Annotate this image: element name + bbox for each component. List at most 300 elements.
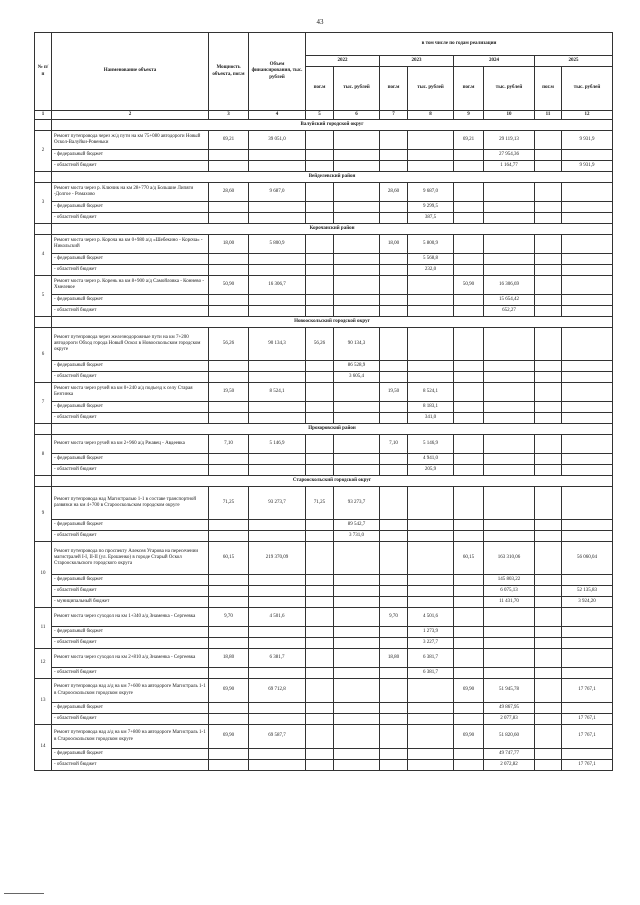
- year-2022-meters: [306, 542, 334, 575]
- year-2023-rubles: [408, 361, 454, 372]
- year-2024-rubles: 51 945,78: [484, 679, 535, 703]
- year-2025-rubles: [562, 150, 613, 161]
- header-years-group: в том числе по годам реализации: [306, 33, 613, 56]
- year-2023-rubles: [408, 586, 454, 597]
- column-number: 2: [52, 111, 209, 120]
- cell-empty: [249, 213, 306, 224]
- cell-empty: [454, 161, 484, 172]
- year-2025-rubles: 52 135,83: [562, 586, 613, 597]
- budget-source: - федеральный бюджет: [52, 202, 209, 213]
- year-2024-rubles: 1 164,77: [484, 161, 535, 172]
- budget-row: [35, 465, 613, 476]
- cell-empty: [249, 465, 306, 476]
- year-2024-meters: [454, 487, 484, 520]
- object-volume: 5 800,9: [249, 235, 306, 254]
- year-2023-rubles: 8 183,1: [408, 402, 454, 413]
- cell-empty: [35, 224, 52, 235]
- year-2024-meters: [454, 183, 484, 202]
- cell-empty: [249, 454, 306, 465]
- year-2025-meters: [535, 542, 562, 575]
- year-2025-rubles: [562, 183, 613, 202]
- year-2025-rubles: [562, 627, 613, 638]
- cell-empty: [209, 714, 249, 725]
- budget-row: [35, 306, 613, 317]
- year-2023-meters: [380, 276, 408, 295]
- cell-empty: [249, 202, 306, 213]
- year-2023-meters: 7,10: [380, 435, 408, 454]
- budget-row: [35, 638, 613, 649]
- year-2025-rubles: 9 931,9: [562, 131, 613, 150]
- budget-row: [35, 254, 613, 265]
- header-year-2022: 2022: [306, 56, 380, 67]
- year-2023-meters: 9,70: [380, 608, 408, 627]
- year-2023-rubles: [408, 520, 454, 531]
- header-volume: Объем финансирования, тыс. рублей: [249, 33, 306, 111]
- year-2023-rubles: [408, 725, 454, 749]
- object-volume: 90 134,3: [249, 328, 306, 361]
- year-2024-meters: [454, 383, 484, 402]
- budget-source: - областной бюджет: [52, 465, 209, 476]
- cell-empty: [380, 372, 408, 383]
- year-2023-meters: [380, 542, 408, 575]
- object-name: Ремонт путепровода над а/д на км 7+600 на автодороге Магистраль 1-1 в Старооскольском городском округе: [52, 679, 209, 703]
- year-2022-rubles: [334, 235, 380, 254]
- year-2024-meters: [454, 328, 484, 361]
- budget-source: - областной бюджет: [52, 161, 209, 172]
- year-2025-meters: [535, 131, 562, 150]
- year-2025-rubles: [562, 520, 613, 531]
- header-unit-m: пог.м: [380, 67, 408, 111]
- year-2022-rubles: [334, 725, 380, 749]
- year-2022-rubles: [334, 703, 380, 714]
- budget-row: [35, 531, 613, 542]
- year-2022-rubles: [334, 276, 380, 295]
- year-2023-rubles: [408, 679, 454, 703]
- cell-empty: [535, 668, 562, 679]
- column-number: 4: [249, 111, 306, 120]
- year-2025-rubles: [562, 254, 613, 265]
- year-2022-rubles: [334, 638, 380, 649]
- budget-source: - федеральный бюджет: [52, 520, 209, 531]
- object-row: [35, 328, 613, 361]
- year-2022-meters: [306, 183, 334, 202]
- year-2025-rubles: [562, 372, 613, 383]
- object-row: [35, 435, 613, 454]
- cell-empty: [535, 531, 562, 542]
- year-2025-rubles: 17 767,1: [562, 679, 613, 703]
- year-2022-rubles: [334, 213, 380, 224]
- year-2024-meters: [454, 649, 484, 668]
- column-number: 10: [484, 111, 535, 120]
- cell-empty: [454, 454, 484, 465]
- cell-empty: [306, 668, 334, 679]
- year-2024-meters: [454, 235, 484, 254]
- cell-empty: [306, 202, 334, 213]
- object-capacity: 18,80: [209, 649, 249, 668]
- cell-empty: [454, 668, 484, 679]
- cell-empty: [209, 703, 249, 714]
- budget-source: - областной бюджет: [52, 531, 209, 542]
- year-2025-rubles: [562, 328, 613, 361]
- year-2022-rubles: [334, 749, 380, 760]
- table-body: [35, 120, 613, 771]
- year-2025-rubles: 17 767,1: [562, 714, 613, 725]
- object-row: [35, 649, 613, 668]
- cell-empty: [306, 265, 334, 276]
- header-unit-rub: тыс. рублей: [334, 67, 380, 111]
- region-row: [35, 120, 613, 131]
- year-2023-rubles: [408, 597, 454, 608]
- year-2024-meters: [454, 435, 484, 454]
- budget-row: [35, 295, 613, 306]
- year-2022-meters: [306, 649, 334, 668]
- cell-empty: [380, 638, 408, 649]
- year-2025-rubles: [562, 608, 613, 627]
- budget-source: - федеральный бюджет: [52, 254, 209, 265]
- cell-empty: [306, 531, 334, 542]
- year-2023-rubles: [408, 760, 454, 771]
- budget-source: - областной бюджет: [52, 586, 209, 597]
- budget-row: [35, 402, 613, 413]
- year-2023-meters: [380, 328, 408, 361]
- cell-empty: [209, 265, 249, 276]
- region-name: Вейделевский район: [52, 172, 613, 183]
- year-2023-meters: 18,80: [380, 649, 408, 668]
- object-name: Ремонт путепровода через железнодорожные пути на км 7+200 автодороги Обход города Новый Оскол в Новооскольском городском округе: [52, 328, 209, 361]
- budget-source: - областной бюджет: [52, 714, 209, 725]
- budget-source: - областной бюджет: [52, 265, 209, 276]
- budget-source: - федеральный бюджет: [52, 402, 209, 413]
- year-2024-rubles: 652,27: [484, 306, 535, 317]
- cell-empty: [380, 454, 408, 465]
- object-name: Ремонт путепровода по проспекту Алексея Угарова на пересечении магистралей I-I, II-II (ул. Ерошенко) в городе Старый Оскол Старооскольского городского округа: [52, 542, 209, 575]
- cell-empty: [454, 520, 484, 531]
- object-volume: 69 587,7: [249, 725, 306, 749]
- cell-empty: [380, 150, 408, 161]
- object-capacity: 19,50: [209, 383, 249, 402]
- year-2023-meters: [380, 679, 408, 703]
- year-2023-rubles: [408, 131, 454, 150]
- cell-empty: [380, 254, 408, 265]
- year-2025-rubles: [562, 465, 613, 476]
- year-2024-meters: [454, 608, 484, 627]
- budget-row: [35, 575, 613, 586]
- year-2022-rubles: [334, 383, 380, 402]
- year-2022-rubles: [334, 202, 380, 213]
- object-capacity: 56,26: [209, 328, 249, 361]
- year-2023-rubles: [408, 161, 454, 172]
- cell-empty: [535, 638, 562, 649]
- year-2023-rubles: 232,0: [408, 265, 454, 276]
- year-2024-rubles: 6 075,13: [484, 586, 535, 597]
- year-2025-rubles: [562, 202, 613, 213]
- object-row: [35, 383, 613, 402]
- year-2023-rubles: 8 524,1: [408, 383, 454, 402]
- year-2024-rubles: 163 310,06: [484, 542, 535, 575]
- year-2024-rubles: [484, 487, 535, 520]
- header-unit-m: пог.м: [454, 67, 484, 111]
- object-number: 5: [35, 276, 52, 317]
- cell-empty: [209, 465, 249, 476]
- object-volume: 5 146,9: [249, 435, 306, 454]
- column-number: 5: [306, 111, 334, 120]
- budget-row: [35, 597, 613, 608]
- cell-empty: [380, 668, 408, 679]
- year-2022-meters: 56,26: [306, 328, 334, 361]
- cell-empty: [535, 575, 562, 586]
- object-number: 12: [35, 649, 52, 679]
- object-name: Ремонт путепровода над Магистралью 1-1 в составе транспортной развязки на км 4+700 в Старооскольском городском округе: [52, 487, 209, 520]
- region-name: Корочанский район: [52, 224, 613, 235]
- year-2025-meters: [535, 679, 562, 703]
- cell-empty: [380, 749, 408, 760]
- year-2025-rubles: 3 924,20: [562, 597, 613, 608]
- budget-row: [35, 161, 613, 172]
- year-2023-rubles: [408, 542, 454, 575]
- year-2022-rubles: [334, 586, 380, 597]
- year-2023-meters: [380, 131, 408, 150]
- cell-empty: [249, 597, 306, 608]
- year-2022-meters: 71,25: [306, 487, 334, 520]
- region-row: [35, 317, 613, 328]
- year-2024-rubles: [484, 627, 535, 638]
- year-2025-rubles: [562, 638, 613, 649]
- year-2022-rubles: [334, 150, 380, 161]
- year-2024-meters: 69,90: [454, 679, 484, 703]
- cell-empty: [535, 454, 562, 465]
- cell-empty: [35, 172, 52, 183]
- budget-source: - областной бюджет: [52, 668, 209, 679]
- cell-empty: [249, 586, 306, 597]
- cell-empty: [535, 213, 562, 224]
- object-capacity: 18,00: [209, 235, 249, 254]
- budget-row: [35, 202, 613, 213]
- object-capacity: 9,70: [209, 608, 249, 627]
- cell-empty: [306, 413, 334, 424]
- year-2025-rubles: [562, 383, 613, 402]
- cell-empty: [454, 627, 484, 638]
- object-number: 10: [35, 542, 52, 608]
- year-2025-rubles: [562, 531, 613, 542]
- year-2023-rubles: [408, 703, 454, 714]
- year-2022-rubles: [334, 131, 380, 150]
- cell-empty: [249, 668, 306, 679]
- budget-source: - федеральный бюджет: [52, 295, 209, 306]
- cell-empty: [306, 638, 334, 649]
- year-2024-rubles: [484, 254, 535, 265]
- cell-empty: [535, 265, 562, 276]
- year-2022-rubles: [334, 649, 380, 668]
- year-2024-rubles: [484, 608, 535, 627]
- region-name: Прохоровский район: [52, 424, 613, 435]
- year-2022-rubles: 90 134,3: [334, 328, 380, 361]
- cell-empty: [209, 161, 249, 172]
- year-2022-rubles: 3 731,0: [334, 531, 380, 542]
- year-2023-rubles: 205,9: [408, 465, 454, 476]
- region-row: [35, 424, 613, 435]
- year-2022-rubles: [334, 465, 380, 476]
- year-2025-meters: [535, 183, 562, 202]
- cell-empty: [249, 372, 306, 383]
- year-2022-rubles: [334, 627, 380, 638]
- cell-empty: [535, 161, 562, 172]
- cell-empty: [209, 213, 249, 224]
- header-unit-rub: тыс. рублей: [408, 67, 454, 111]
- cell-empty: [454, 213, 484, 224]
- object-number: 4: [35, 235, 52, 276]
- region-row: [35, 172, 613, 183]
- cell-empty: [249, 413, 306, 424]
- object-row: [35, 183, 613, 202]
- object-row: [35, 235, 613, 254]
- cell-empty: [380, 760, 408, 771]
- cell-empty: [454, 760, 484, 771]
- year-2025-rubles: 17 767,1: [562, 725, 613, 749]
- cell-empty: [535, 402, 562, 413]
- cell-empty: [249, 531, 306, 542]
- year-2023-rubles: 4 501,6: [408, 608, 454, 627]
- object-capacity: 7,10: [209, 435, 249, 454]
- year-2023-rubles: 3 227,7: [408, 638, 454, 649]
- cell-empty: [209, 638, 249, 649]
- object-name: Ремонт моста через р. Ключик на км 28+770 а/д Большие Липяги -Долгое - Ромахово: [52, 183, 209, 202]
- cell-empty: [454, 575, 484, 586]
- object-number: 7: [35, 383, 52, 424]
- object-capacity: 69,21: [209, 131, 249, 150]
- year-2024-rubles: [484, 402, 535, 413]
- year-2023-rubles: [408, 372, 454, 383]
- cell-empty: [306, 714, 334, 725]
- cell-empty: [535, 372, 562, 383]
- year-2025-meters: [535, 276, 562, 295]
- cell-empty: [454, 402, 484, 413]
- year-2023-rubles: [408, 150, 454, 161]
- year-2022-rubles: [334, 254, 380, 265]
- cell-empty: [535, 306, 562, 317]
- column-number: 1: [35, 111, 52, 120]
- region-row: [35, 224, 613, 235]
- cell-empty: [535, 627, 562, 638]
- budget-row: [35, 265, 613, 276]
- year-2023-rubles: [408, 306, 454, 317]
- cell-empty: [249, 150, 306, 161]
- cell-empty: [535, 254, 562, 265]
- year-2024-rubles: [484, 372, 535, 383]
- budget-source: - федеральный бюджет: [52, 627, 209, 638]
- cell-empty: [380, 714, 408, 725]
- budget-row: [35, 586, 613, 597]
- header-year-2023: 2023: [380, 56, 454, 67]
- object-row: [35, 276, 613, 295]
- year-2023-rubles: 5 568,8: [408, 254, 454, 265]
- cell-empty: [380, 575, 408, 586]
- object-number: 8: [35, 435, 52, 476]
- cell-empty: [380, 161, 408, 172]
- year-2024-rubles: 15 654,42: [484, 295, 535, 306]
- year-2023-rubles: [408, 295, 454, 306]
- object-name: Ремонт моста через р. Корень на км 8+900 а/д Самойловка - Коннево - Хмелевое: [52, 276, 209, 295]
- cell-empty: [249, 254, 306, 265]
- year-2023-rubles: 9 687,0: [408, 183, 454, 202]
- object-volume: 69 712,8: [249, 679, 306, 703]
- object-name: Ремонт моста через суходол на км 1+340 а/д Знаменка - Сергеевка: [52, 608, 209, 627]
- budget-row: [35, 714, 613, 725]
- cell-empty: [209, 202, 249, 213]
- year-2024-rubles: 49 747,77: [484, 749, 535, 760]
- column-number: 8: [408, 111, 454, 120]
- header-unit-m: пог.м: [306, 67, 334, 111]
- object-capacity: 28,60: [209, 183, 249, 202]
- cell-empty: [380, 465, 408, 476]
- object-volume: 219 370,09: [249, 542, 306, 575]
- object-capacity: 60,15: [209, 542, 249, 575]
- cell-empty: [306, 749, 334, 760]
- object-volume: 8 524,1: [249, 383, 306, 402]
- cell-empty: [380, 361, 408, 372]
- object-volume: 4 501,6: [249, 608, 306, 627]
- year-2024-meters: 69,90: [454, 725, 484, 749]
- cell-empty: [380, 586, 408, 597]
- budget-source: - федеральный бюджет: [52, 361, 209, 372]
- cell-empty: [249, 306, 306, 317]
- year-2024-rubles: 145 803,22: [484, 575, 535, 586]
- cell-empty: [209, 254, 249, 265]
- year-2022-rubles: [334, 714, 380, 725]
- year-2025-rubles: [562, 413, 613, 424]
- cell-empty: [306, 254, 334, 265]
- cell-empty: [209, 760, 249, 771]
- object-capacity: 71,25: [209, 487, 249, 520]
- cell-empty: [209, 575, 249, 586]
- budget-row: [35, 627, 613, 638]
- year-2025-rubles: [562, 295, 613, 306]
- year-2024-meters: 60,15: [454, 542, 484, 575]
- cell-empty: [535, 760, 562, 771]
- year-2022-meters: [306, 276, 334, 295]
- budget-row: [35, 413, 613, 424]
- year-2025-rubles: [562, 575, 613, 586]
- budget-source: - муниципальный бюджет: [52, 597, 209, 608]
- year-2022-rubles: [334, 265, 380, 276]
- year-2024-rubles: [484, 183, 535, 202]
- header-name: Наименование объекта: [52, 33, 209, 111]
- year-2023-rubles: [408, 328, 454, 361]
- year-2025-rubles: [562, 402, 613, 413]
- year-2022-meters: [306, 608, 334, 627]
- year-2025-rubles: 9 931,9: [562, 161, 613, 172]
- cell-empty: [306, 520, 334, 531]
- year-2024-rubles: [484, 531, 535, 542]
- year-2022-rubles: [334, 413, 380, 424]
- cell-empty: [306, 454, 334, 465]
- cell-empty: [209, 531, 249, 542]
- object-row: [35, 542, 613, 575]
- year-2023-rubles: 9 299,5: [408, 202, 454, 213]
- cell-empty: [454, 295, 484, 306]
- year-2022-rubles: [334, 454, 380, 465]
- cell-empty: [454, 465, 484, 476]
- cell-empty: [380, 265, 408, 276]
- financing-table: [34, 32, 613, 771]
- year-2025-rubles: [562, 649, 613, 668]
- cell-empty: [209, 520, 249, 531]
- year-2024-rubles: [484, 383, 535, 402]
- cell-empty: [209, 627, 249, 638]
- year-2024-rubles: [484, 202, 535, 213]
- year-2022-rubles: [334, 295, 380, 306]
- cell-empty: [209, 454, 249, 465]
- year-2024-rubles: [484, 465, 535, 476]
